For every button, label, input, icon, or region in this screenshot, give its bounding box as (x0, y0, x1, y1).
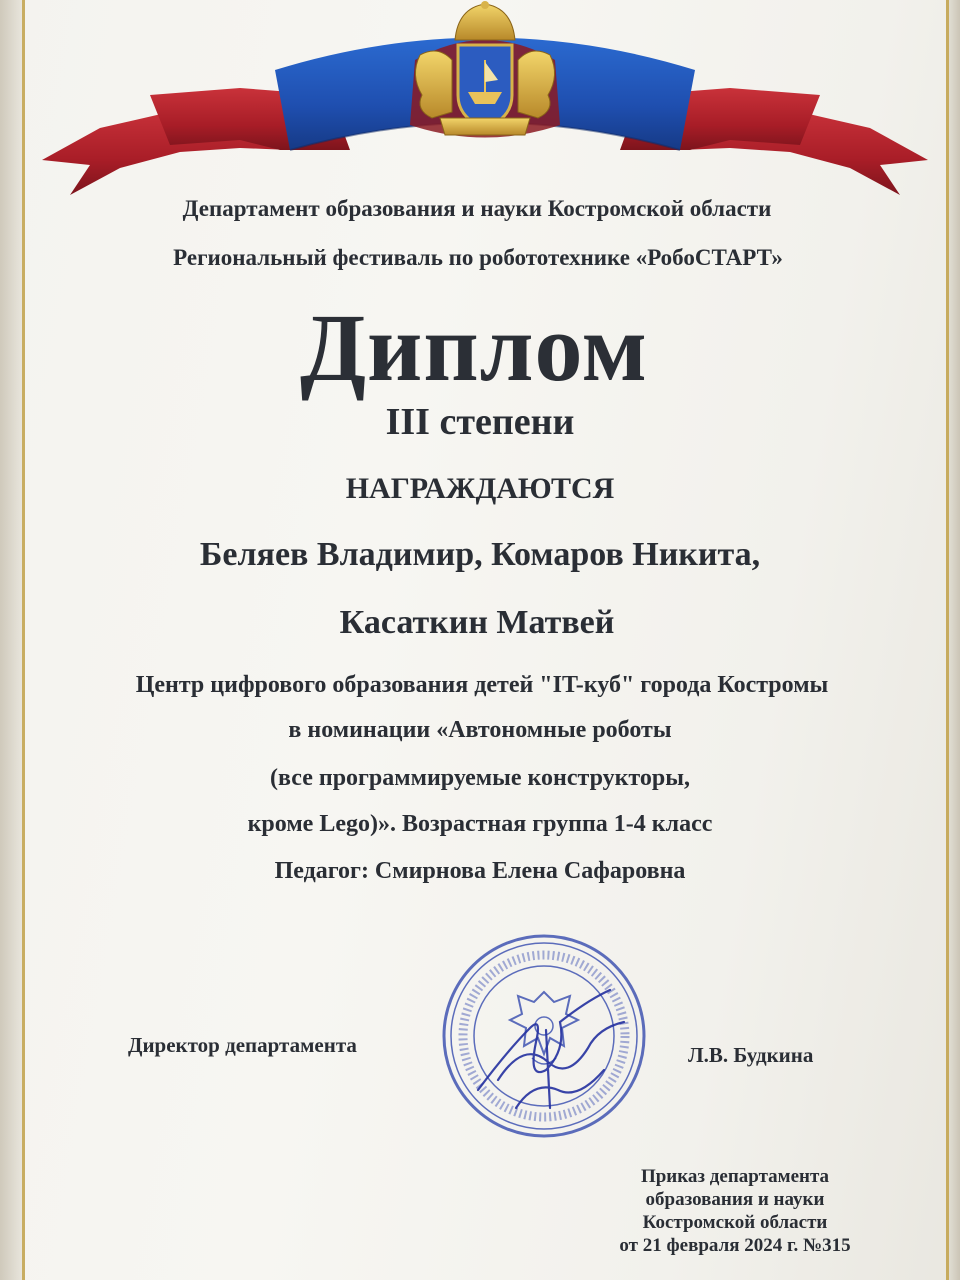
order-line4: от 21 февраля 2024 г. №315 (619, 1235, 851, 1256)
official-seal-icon (438, 930, 650, 1142)
nomination-line3: кроме Lego)». Возрастная группа 1-4 класс (247, 811, 713, 837)
awardee-names-line1: Беляев Владимир, Комаров Никита, (199, 536, 761, 573)
festival-heading: Региональный фестиваль по робототехнике «РобоСТАРТ» (173, 245, 783, 270)
diploma-title: Диплом (299, 294, 649, 401)
nomination-line2: (все программируемые конструкторы, (270, 765, 690, 791)
order-line3: Костромской области (642, 1212, 828, 1233)
kostroma-coat-of-arms-icon (410, 1, 560, 138)
director-name: Л.В. Будкина (688, 1043, 814, 1067)
awarded-label: НАГРАЖДАЮТСЯ (345, 472, 615, 505)
awardee-names-line2: Касаткин Матвей (339, 604, 615, 641)
department-heading: Департамент образования и науки Костромской области (182, 196, 772, 221)
organization-text: Центр цифрового образования детей "IT-куб" города Костромы (135, 672, 829, 698)
teacher-text: Педагог: Смирнова Елена Сафаровна (274, 858, 686, 884)
diploma-degree: III степени (385, 401, 575, 443)
order-line2: образования и науки (645, 1189, 825, 1210)
order-reference (605, 1165, 865, 1257)
ribbon-banner (40, 0, 930, 200)
order-line1: Приказ департамента (640, 1166, 830, 1187)
nomination-line1: в номинации «Автономные роботы (288, 717, 672, 743)
director-position: Директор департамента (128, 1033, 357, 1057)
